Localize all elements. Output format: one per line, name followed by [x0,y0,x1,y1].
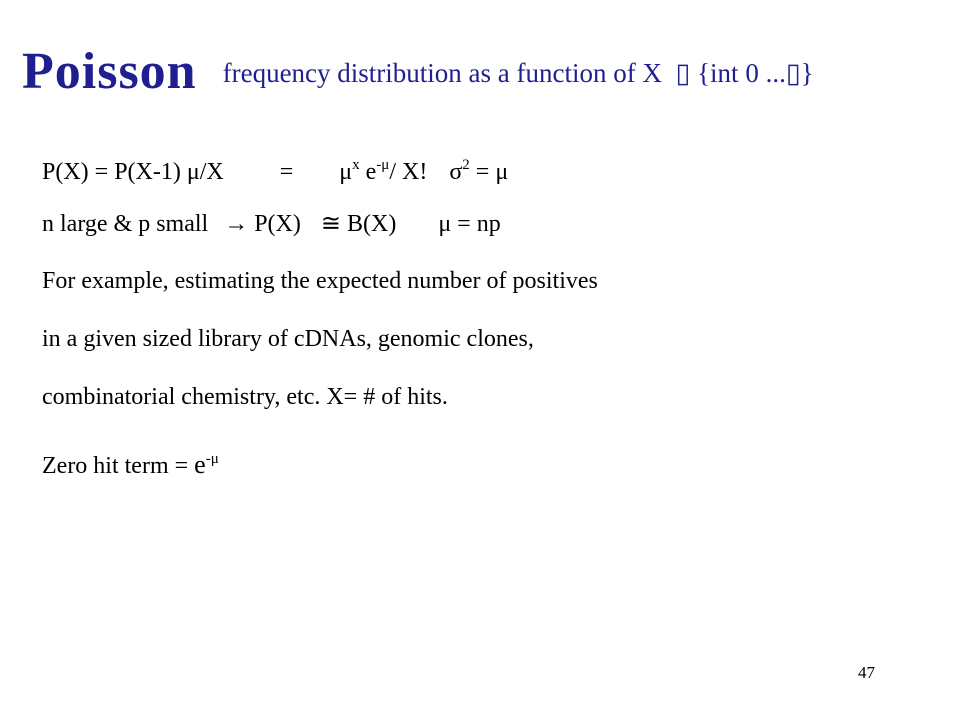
title-subtitle: frequency distribution as a function of X ▯ {int 0 ...▯} [222,58,814,88]
binomial-approximation [42,209,501,239]
formula-equals: = [279,159,294,185]
formula-tail: / X! [389,159,428,185]
formula-recursive: P(X) = P(X-1) μ/X [42,159,224,185]
variance-tail: = μ [469,159,509,185]
approx-symbol: ≅ [320,211,341,237]
zero-hit-term [42,450,219,481]
formula-e: e [359,159,377,185]
slide-title [22,42,814,101]
title-main: Poisson [22,43,197,100]
approx-condition: n large & p small [42,211,209,237]
paragraph-line-3: combinatorial chemistry, etc. X= # of hits. [42,384,448,410]
variance-sigma: σ [449,159,463,185]
page-number: 47 [858,663,875,682]
paragraph-line-1: For example, estimating the expected number of positives [42,268,598,294]
approx-binomial: B(X) [346,211,397,237]
approx-poisson: P(X) [254,211,301,237]
formula-sup-x: x [352,157,360,173]
formula-sup-neg-mu: -μ [376,157,390,173]
variance-sup-2: 2 [462,157,470,173]
zero-hit-e: e [194,450,206,479]
poisson-formula [42,157,508,187]
approx-mean: μ = np [438,211,501,237]
paragraph-line-2: in a given sized library of cDNAs, genomic clones, [42,326,534,352]
zero-hit-sup: -μ [205,451,219,467]
zero-hit-label: Zero hit term = [42,453,195,479]
approx-arrow: → [224,211,249,237]
formula-mu: μ [339,159,353,185]
